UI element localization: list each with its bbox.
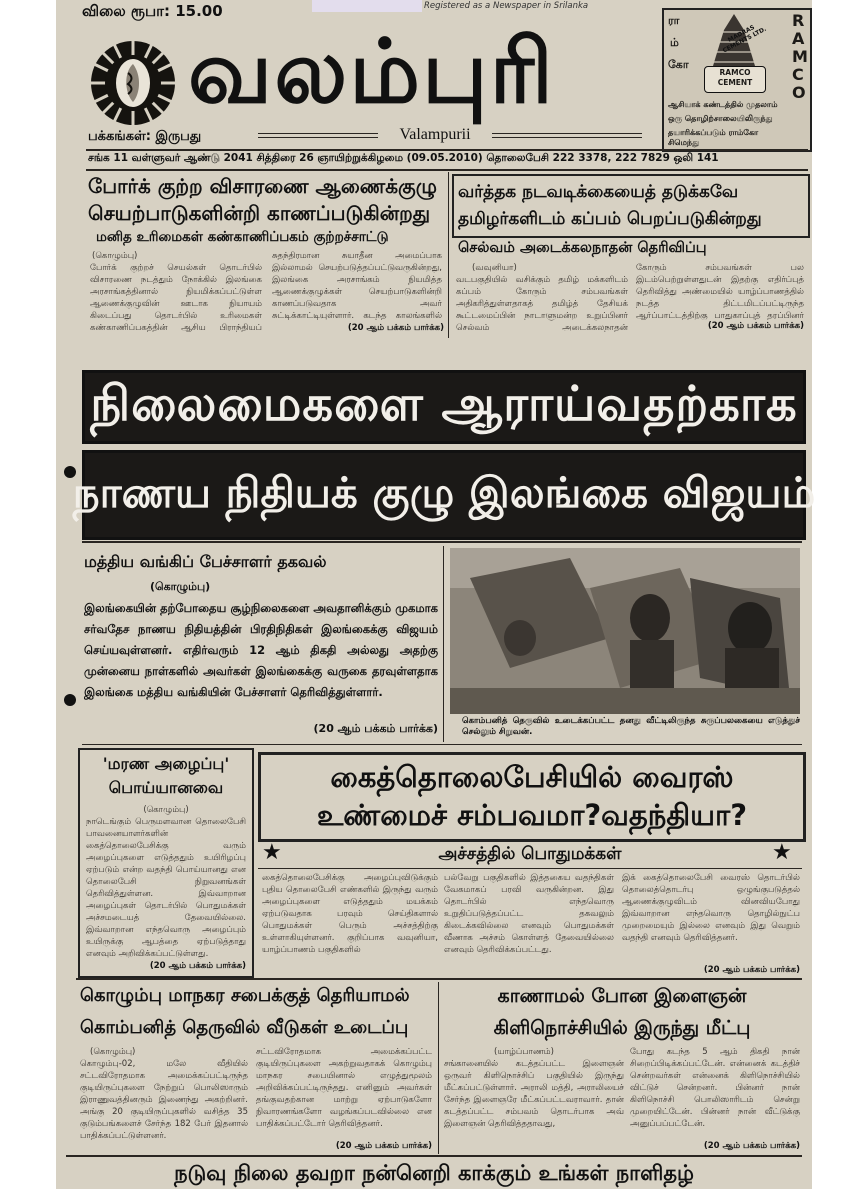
story2-headline: தமிழர்களிடம் கப்பம் பெறப்படுகின்றது bbox=[458, 209, 762, 229]
box-story-dateline: (கொழும்பு) bbox=[143, 805, 189, 815]
story2-dateline: (வவுனியா) bbox=[472, 263, 517, 273]
advert-badge-top: MADRAS CEMENTS LTD. bbox=[721, 23, 768, 55]
virus-headline: கைத்தொலைபேசியில் வைரஸ் bbox=[330, 760, 734, 794]
advert-letter: ரா bbox=[668, 14, 680, 27]
story4-continued: (20 ஆம் பக்கம் பார்க்க) bbox=[703, 1141, 800, 1151]
lead-continued: (20 ஆம் பக்கம் பார்க்க) bbox=[313, 722, 438, 735]
rule bbox=[258, 137, 378, 138]
virus-subhead: அச்சத்தில் பொதுமக்கள் bbox=[438, 844, 622, 864]
rule bbox=[258, 133, 378, 134]
advert-brand-vertical: RAMCO bbox=[792, 11, 808, 102]
story2-headline-box bbox=[452, 174, 810, 238]
pages-label: பக்கங்கள்: இருபது bbox=[88, 129, 202, 144]
story2-headline: வர்த்தக நடவடிக்கையைத் தடுக்கவே bbox=[458, 182, 739, 202]
story1-subhead: மனித உரிமைகள் கண்காணிப்பகம் குற்றச்சாட்டு bbox=[96, 229, 389, 245]
box-story-headline: 'மரண அழைப்பு' bbox=[102, 754, 230, 773]
rule bbox=[258, 868, 802, 869]
lead-headline: நிலைமைகளை ஆராய்வதற்காக bbox=[90, 376, 798, 432]
box-story-headline: பொய்யானவை bbox=[108, 778, 224, 797]
story3-headline: கொழும்பு மாநகர சபைக்குத் தெரியாமல் bbox=[80, 985, 410, 1006]
registration-text: Registered as a Newspaper in Srilanka bbox=[424, 1, 589, 11]
story4-body-right: போது கடந்த 5 ஆம் திகதி நான் சிறைப்பிடிக்கப்பட்டேன். என்னைக் கடத்திச் சென்றவர்கள் என்னைக் கிளிநொச்சியில் விட்டுச் சென்றனர். பின்னர் நான் கிளிநொச்சி பொலிஸாரிடம் சென்று முறையிட்டேன். பின்னர் நான் வீட்டுக்கு அனுப்பப்பட்டேன். bbox=[630, 1047, 800, 1129]
lead-body: இலங்கையின் தற்போதைய சூழ்நிலைகளை அவதானிக்கும் முகமாக சர்வதேச நாணய நிதியத்தின் பிரதிநிதிகள் இலங்கைக்கு விஜயம் செய்யவுள்ளனர். எதிர்வரும் 12 ஆம் திகதி அல்லது அதற்கு முன்னைய நாள்களில் அவர்கள் இலங்கைக்கு வருகை தரவுள்ளதாக இலங்கை மத்திய வங்கியின் பேச்சாளர் தெரிவித்துள்ளார். bbox=[84, 601, 438, 699]
box-story-body: நாடெங்கும் பெருமளவான தொலைபேசி பாவனையாளர்களின் கைத்தொலைபேசிக்கு வரும் அழைப்புகளை எடுத்ததும் உயிரிழப்பு ஏற்படும் என்ற வதந்தி பொய்யானது என தொலைபேசி நிறுவனங்கள் தெரிவித்துள்ளன. இவ்வாறான அழைப்புகள் தொடர்பில் பொதுமக்கள் அச்சமடையத் தேவையில்லை. இவ்வாறான எந்தவொரு அழைப்பும் உயிருக்கு ஆபத்தை ஏற்படுத்தாது எனவும் அறிவிக்கப்பட்டுள்ளது. bbox=[86, 817, 246, 959]
rule bbox=[82, 744, 802, 745]
lead-headline-banner bbox=[72, 450, 816, 540]
column-divider bbox=[438, 982, 439, 1154]
virus-continued: (20 ஆம் பக்கம் பார்க்க) bbox=[703, 965, 800, 975]
rule bbox=[492, 133, 642, 134]
title-english: Valampurii bbox=[399, 126, 471, 143]
story1-dateline: (கொழும்பு) bbox=[92, 251, 138, 261]
rule bbox=[492, 137, 642, 138]
virus-headline-box bbox=[258, 752, 806, 842]
registration-stamp bbox=[312, 0, 422, 12]
lead-dateline: (கொழும்பு) bbox=[150, 580, 211, 593]
ramco-advert bbox=[662, 8, 812, 152]
lead-headline: நாணய நிதியக் குழு இலங்கை விஜயம் bbox=[72, 467, 816, 517]
price-label: விலை ரூபா: 15.00 bbox=[82, 2, 223, 20]
story4-headline: கிளிநொச்சியில் இருந்து மீட்பு bbox=[493, 1017, 751, 1039]
column-divider bbox=[443, 546, 444, 742]
story3-body-right: சட்டவிரோதமாக அமைக்கப்பட்ட குடியிருப்புகளை அகற்றுவதாகக் கொழும்பு மாநகர சபையினால் எழுத்துமூலம் அறிவிக்கப்பட்டிருந்தது. எனினும் அவர்கள் தங்குவதற்கான மாற்று ஏற்பாடுகளோ நிவாரணங்களோ வழங்கப்படவில்லை என பாதிக்கப்பட்டோர் தெரிவித்தனர். bbox=[256, 1047, 432, 1129]
story1-headline: செயற்பாடுகளின்றி காணப்படுகின்றது bbox=[88, 201, 431, 225]
star-icon: ★ bbox=[772, 840, 792, 865]
virus-body: இக் கைத்தொலைபேசி வைரஸ் தொடர்பில் தொலைத்தொடர்பு ஒழுங்குபடுத்தல் ஆணைக்குழுவிடம் வினவியபோது இவ்வாறான எந்தவொரு தொழில்நுட்ப முறைமையும் இல்லை எனவும் இது வெறும் வதந்தி எனவும் தெரிவித்தனர். bbox=[622, 873, 800, 943]
story3-body-left: கொழும்பு-02, மலே வீதியில் சட்டவிரோதமாக அமைக்கப்பட்டிருந்த குடியிருப்புகளை நேற்றுப் பொலிஸாரும் இராணுவத்தினரும் இணைந்து அகற்றினர். அங்கு 20 குடியிருப்புகளில் வசித்த 35 குடும்பங்களைச் சேர்ந்த 182 பேர் இதனால் பாதிக்கப்பட்டுள்ளனர். bbox=[80, 1059, 248, 1141]
virus-headline: உண்மைச் சம்பவமா?வதந்தியா? bbox=[316, 798, 748, 832]
story2-body-right: கோரும் சம்பவங்கள் பல இடம்பெற்றுள்ளதுடன் இதற்கு எதிர்ப்புத் தெரிவித்து அண்மையில் யாழ்ப்பாணத்தில் நடத்த திட்டமிடப்பட்டிருந்த ஆர்ப்பாட்டத்திற்கு பாதுகாப்புத் தரப்பினர் bbox=[636, 263, 804, 320]
box-story bbox=[78, 748, 254, 978]
story4-body-left: சங்கானையில் கடத்தப்பட்ட இளைஞன் ஒருவர் கிளிநொச்சிப் பகுதியில் இருந்து மீட்கப்பட்டுள்ளார். அராலி மத்தி, அராலியைச் சேர்ந்த இளைஞரே மீட்கப்பட்டவராவார். தான் கடத்தப்பட்ட சம்பவம் தொடர்பாக அவ் இளைஞன் தெரிவித்ததாவது, bbox=[444, 1059, 624, 1129]
footer-rule bbox=[66, 1155, 802, 1157]
story3-headline: கொம்பனித் தெருவில் வீடுகள் உடைப்பு bbox=[80, 1017, 409, 1038]
rule bbox=[82, 541, 802, 543]
star-icon: ★ bbox=[262, 840, 282, 865]
masthead-title: வலம்புரி bbox=[188, 20, 555, 123]
dateline-rule-top bbox=[86, 149, 808, 151]
story3-dateline: (கொழும்பு) bbox=[90, 1047, 136, 1057]
advert-line: ஆசியாக் கண்டத்தில் முதலாம் bbox=[668, 100, 778, 109]
lead-headline-banner bbox=[82, 370, 806, 444]
story1-continued: (20 ஆம் பக்கம் பார்க்க) bbox=[347, 323, 444, 333]
advert-line: தயாரிக்கப்படும் ராம்கோ சிமெந்து bbox=[668, 128, 759, 147]
advert-letter: ம் bbox=[670, 36, 679, 49]
advert-letter: கோ bbox=[668, 58, 689, 71]
story4-dateline: (யாழ்ப்பாணம்) bbox=[494, 1047, 554, 1057]
virus-body: பல்வேறு பகுதிகளில் இத்தகைய வதந்திகள் வேகமாகப் பரவி வருகின்றன. இது தொடர்பில் எந்தவொரு உறுதிப்படுத்தப்பட்ட தகவலும் கிடைக்கவில்லை எனவும் பொதுமக்கள் வீணாக அச்சம் கொள்ளத் தேவையில்லை எனவும் தெரிவிக்கப்பட்டது. bbox=[444, 873, 614, 955]
story1-headline: போர்க் குற்ற விசாரணை ஆணைக்குழு bbox=[88, 174, 438, 198]
box-story-continued: (20 ஆம் பக்கம் பார்க்க) bbox=[149, 961, 246, 971]
story1-body-left: போர்க் குற்றச் செயல்கள் தொடர்பில் விசாரணை நடத்தும் நோக்கில் இலங்கை அரசாங்கத்தினால் நியமிக்கப்பட்டுள்ள ஆணைக்குழுவின் ஊடாக நியாயம் கிடைப்பது தொடர்பில் உரிமைகள் கண்காணிப்பகத்தின் ஆசிய பிராந்தியப் bbox=[90, 263, 262, 333]
rule bbox=[76, 978, 802, 980]
story1-body-right: சுதந்திரமான சுயாதீன அமைப்பாக இல்லாமல் செயற்படுத்தப்பட்டுவருகின்றது, இலங்கை அரசாங்கம் நியமித்த ஆணைக்குழுக்கள் செயற்பாடுகளின்றி காணப்படுவதாக அவர் சுட்டிக்காட்டியுள்ளார். கடந்த காலங்களில் bbox=[272, 251, 442, 321]
story2-body-left: வடபகுதியில் வசிக்கும் தமிழ் மக்களிடம் கப்பம் கோரும் சம்பவங்கள் அதிகரித்துள்ளதாகத் தமிழ்த் தேசியக் கூட்டமைப்பின் நாடாளுமன்ற உறுப்பினர் செல்வம் அடைக்கலநாதன் bbox=[456, 275, 628, 332]
advert-badge-bottom: RAMCO CEMENT bbox=[704, 66, 766, 93]
virus-body: கைத்தொலைபேசிக்கு அழைப்புவிடுக்கும் புதிய தொலைபேசி எண்களில் இருந்து வரும் அழைப்புகளை எடுத்ததும் மயக்கம் ஏற்படுவதாக பரவும் செய்திகளால் பொதுமக்கள் பெரும் அச்சத்திற்கு உள்ளாகியுள்ளனர். குறிப்பாக வவுனியா, யாழ்ப்பாணம் பகுதிகளில் bbox=[262, 873, 438, 955]
advert-line: ஒரு தொழிற்சாலையிலிருந்து bbox=[668, 114, 773, 123]
story2-continued: (20 ஆம் பக்கம் பார்க்க) bbox=[707, 321, 804, 331]
dateline: சங்க 11 வள்ளுவர் ஆண்டு 2041 சித்திரை 26 ஞாயிற்றுக்கிழமை (09.05.2010) தொலைபேசி 222 3378, 222 7829 ஒலி 141 bbox=[88, 152, 719, 164]
conch-logo bbox=[88, 38, 178, 128]
lead-subhead: மத்திய வங்கிப் பேச்சாளர் தகவல் bbox=[84, 552, 327, 571]
story4-headline: காணாமல் போன இளைஞன் bbox=[497, 985, 747, 1007]
punch-hole bbox=[64, 694, 76, 706]
dateline-rule-bottom bbox=[86, 169, 808, 171]
story2-subhead: செல்வம் அடைக்கலநாதன் தெரிவிப்பு bbox=[458, 240, 707, 256]
news-photo bbox=[450, 548, 800, 714]
photo-caption: கொம்பனித் தெருவில் உடைக்கப்பட்ட தனது வீட்டிலிருந்த சுருப்பலகையை எடுத்துச் செல்லும் சிறுவன். bbox=[462, 716, 800, 737]
story3-continued: (20 ஆம் பக்கம் பார்க்க) bbox=[335, 1141, 432, 1151]
footer-slogan: நடுவு நிலை தவறா நன்னெறி காக்கும் உங்கள் நாளிதழ் bbox=[174, 1161, 694, 1185]
column-divider bbox=[448, 172, 449, 338]
